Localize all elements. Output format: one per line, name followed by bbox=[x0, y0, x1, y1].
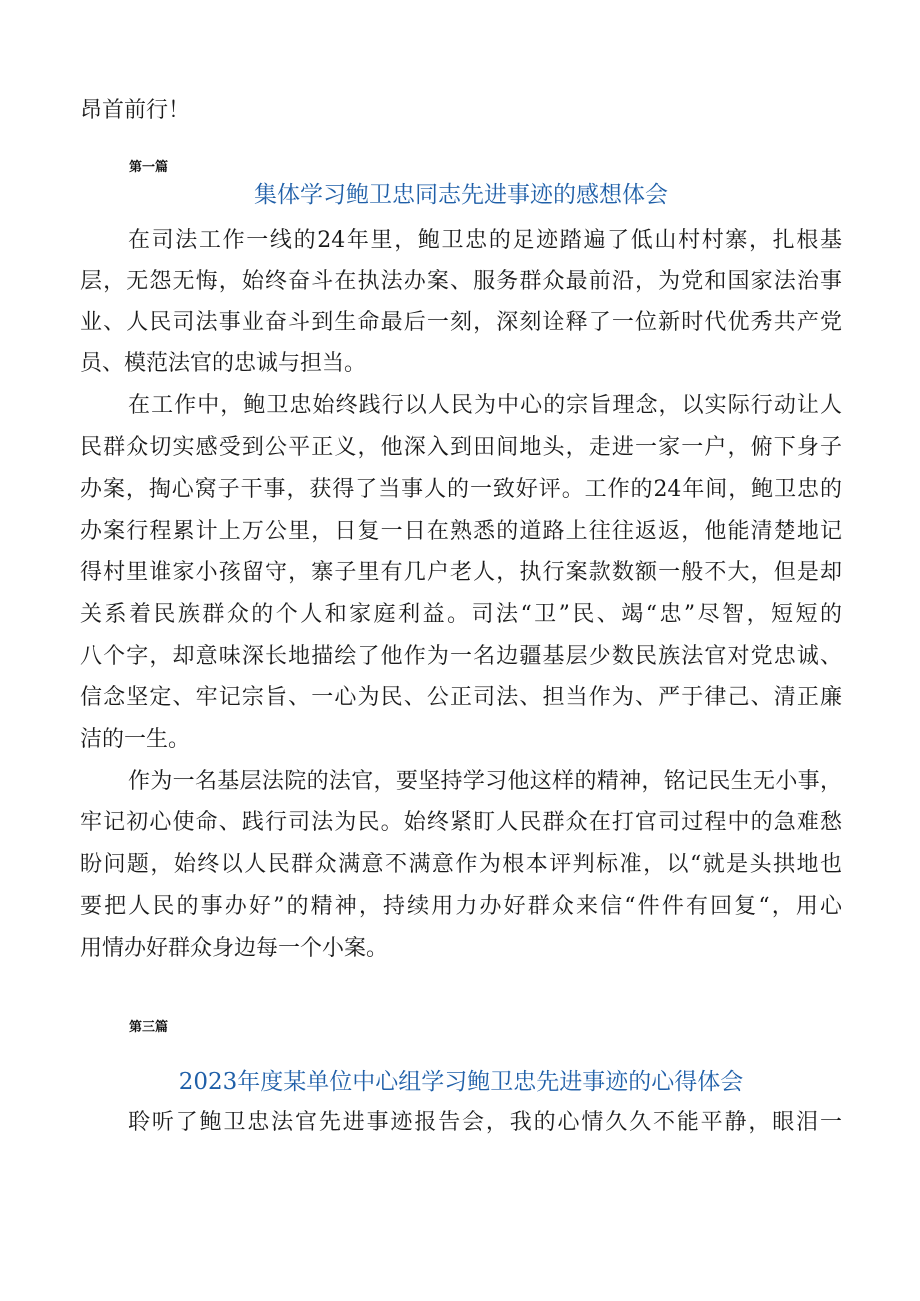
paragraph-line: 关系着民族群众的个人和家庭利益。司法“卫”民、竭“忠”尽智，短短的 bbox=[80, 602, 842, 627]
paragraph-line: 用情办好群众身边每一个小案。 bbox=[80, 936, 389, 961]
paragraph-line: 业、人民司法事业奋斗到生命最后一刻，深刻诠释了一位新时代优秀共产党 bbox=[80, 310, 842, 335]
paragraph-line: 在司法工作一线的24年里，鲍卫忠的足迹踏遍了低山村村寨，扎根基 bbox=[128, 228, 842, 253]
paragraph-line: 信念坚定、牢记宗旨、一心为民、公正司法、担当作为、严于律己、清正廉 bbox=[80, 685, 842, 710]
paragraph-line: 在工作中，鲍卫忠始终践行以人民为中心的宗旨理念，以实际行动让人 bbox=[128, 393, 842, 418]
section-label-1: 第一篇 bbox=[129, 160, 169, 175]
paragraph-line: 作为一名基层法院的法官，要坚持学习他这样的精神，铭记民生无小事， bbox=[128, 769, 842, 794]
paragraph-line: 盼问题，始终以人民群众满意不满意作为根本评判标准，以“就是头拱地也 bbox=[80, 852, 842, 877]
paragraph-line: 民群众切实感受到公平正义，他深入到田间地头，走进一家一户，俯下身子 bbox=[80, 435, 842, 460]
paragraph-line: 牢记初心使命、践行司法为民。始终紧盯人民群众在打官司过程中的急难愁 bbox=[80, 810, 842, 835]
section-label-3: 第三篇 bbox=[129, 1020, 169, 1035]
paragraph-line: 八个字，却意味深长地描绘了他作为一名边疆基层少数民族法官对党忠诚、 bbox=[80, 644, 842, 669]
paragraph-line: 办案，掏心窝子干事，获得了当事人的一致好评。工作的24年间，鲍卫忠的 bbox=[80, 477, 842, 502]
section-title-3: 2023年度某单位中心组学习鲍卫忠先进事迹的心得体会 bbox=[178, 1069, 744, 1095]
paragraph-line: 层，无怨无悔，始终奋斗在执法办案、服务群众最前沿，为党和国家法治事 bbox=[80, 269, 842, 294]
paragraph-line: 洁的一生。 bbox=[80, 727, 191, 752]
paragraph-line: 聆听了鲍卫忠法官先进事迹报告会，我的心情久久不能平静，眼泪一 bbox=[128, 1110, 842, 1135]
opening-line: 昂首前行！ bbox=[80, 98, 191, 123]
paragraph-line: 得村里谁家小孩留守，寨子里有几户老人，执行案款数额一般不大，但是却 bbox=[80, 560, 842, 585]
paragraph-line: 要把人民的事办好”的精神，持续用力办好群众来信“件件有回复“，用心 bbox=[80, 894, 842, 919]
paragraph-line: 员、模范法官的忠诚与担当。 bbox=[80, 351, 367, 376]
section-title-1: 集体学习鲍卫忠同志先进事迹的感想体会 bbox=[254, 182, 668, 208]
paragraph-line: 办案行程累计上万公里，日复一日在熟悉的道路上往往返返，他能清楚地记 bbox=[80, 519, 842, 544]
